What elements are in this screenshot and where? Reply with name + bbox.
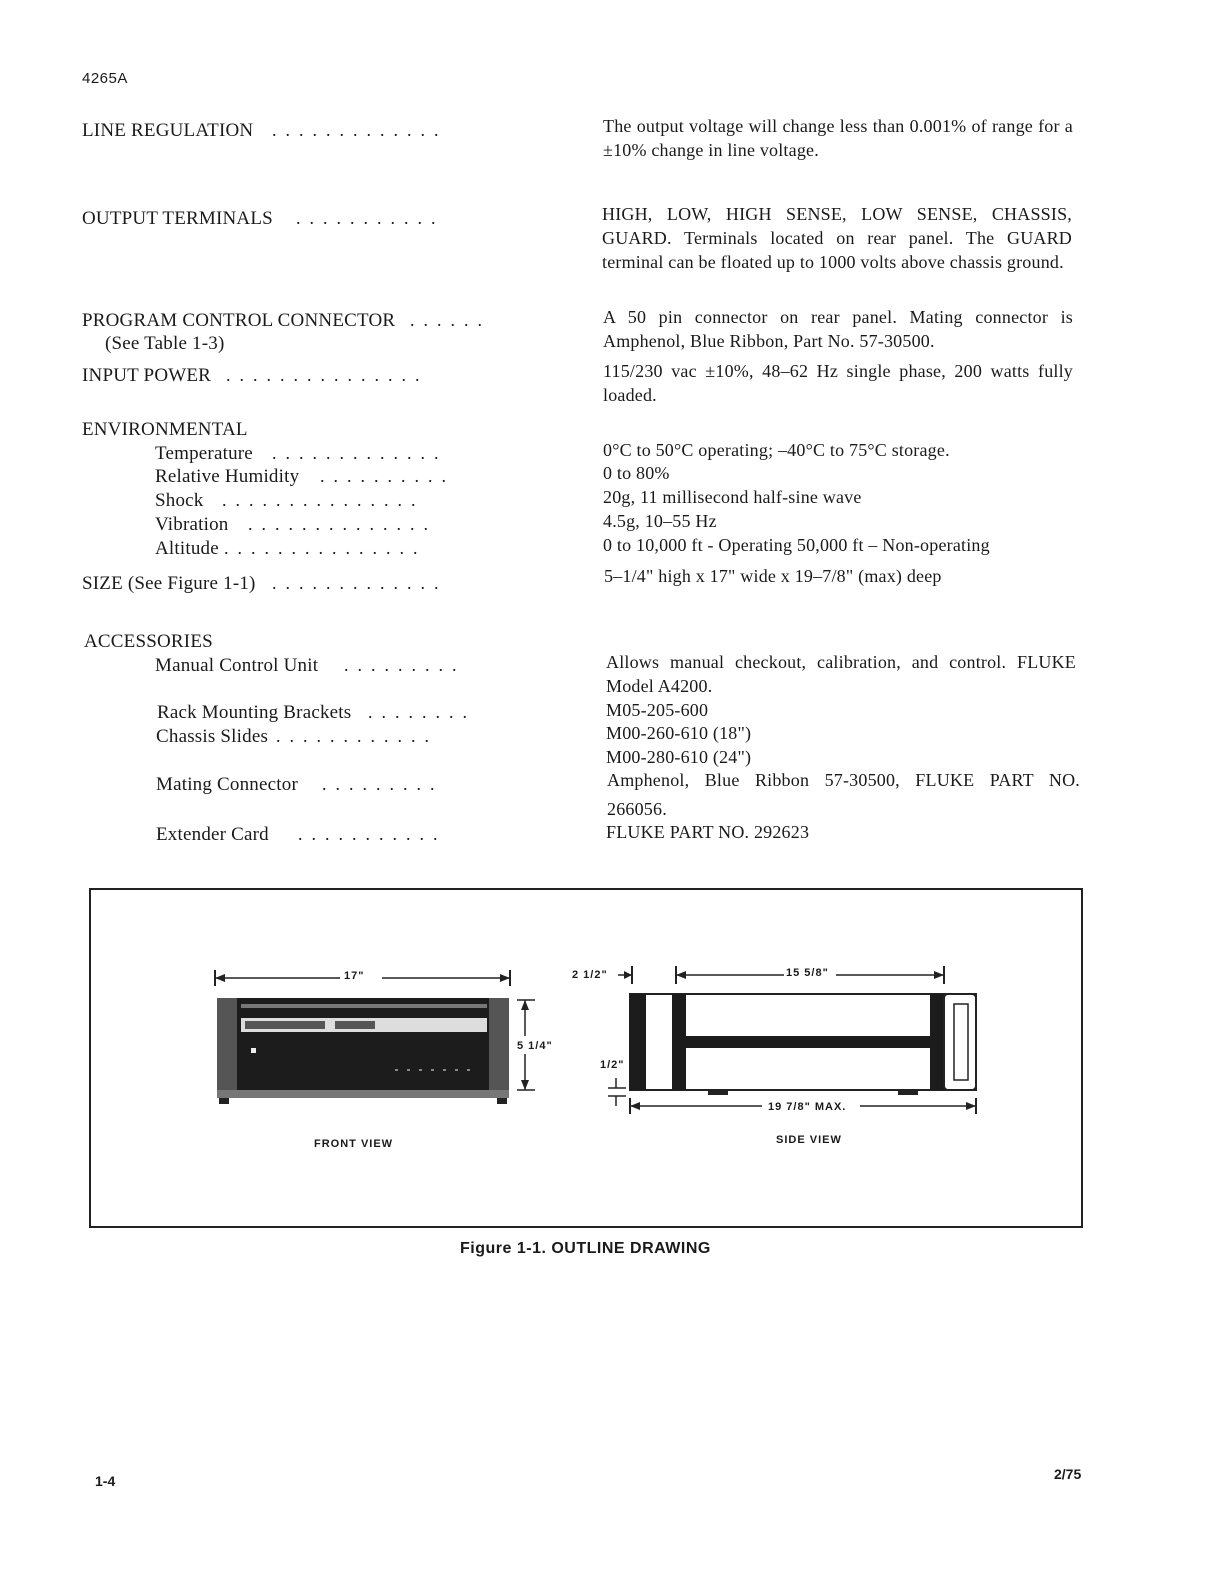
input-power-label: INPUT POWER [82,365,212,386]
width-dimension: 17" [344,970,365,982]
mating-connector-value: Amphenol, Blue Ribbon 57-30500, FLUKE PART NO. 266056. [607,770,1080,819]
rack-brackets-label: Rack Mounting Brackets [157,702,352,723]
chassis-slides-label: Chassis Slides [156,726,269,747]
front-view-drawing [205,960,585,1110]
leader-dots: ............... [222,490,425,510]
height-dimension: 5 1/4" [517,1040,553,1052]
line-regulation-label: LINE REGULATION [82,120,254,141]
accessories-label: ACCESSORIES [84,631,213,652]
front-depth-dimension: 2 1/2" [572,969,608,981]
program-control-value: A 50 pin connector on rear panel. Mating connector is Amphenol, Blue Ribbon, Part No. 57-30500. [603,307,1073,351]
document-id: 4265A [82,70,128,87]
extender-card-label: Extender Card [156,824,269,845]
leader-dots: .............. [248,514,437,534]
program-control-label: PROGRAM CONTROL CONNECTOR [82,310,396,331]
shock-label: Shock [155,490,204,511]
rack-brackets-value: M05-205-600 [606,700,709,720]
extender-card-value: FLUKE PART NO. 292623 [606,822,810,842]
shock-value: 20g, 11 millisecond half-sine wave [603,487,862,507]
foot-dimension: 1/2" [600,1059,625,1071]
leader-dots: ........... [298,824,447,844]
leader-dots: ............. [272,573,448,593]
environmental-label: ENVIRONMENTAL [82,419,248,440]
leader-dots: ............... [224,538,427,558]
revision-date: 2/75 [1054,1466,1082,1482]
page-number: 1-4 [95,1473,116,1489]
max-depth-dimension: 19 7/8" MAX. [768,1101,847,1113]
mating-connector-label: Mating Connector [156,774,298,795]
output-terminals-value: HIGH, LOW, HIGH SENSE, LOW SENSE, CHASSIS, GUARD. Terminals located on rear panel. The GUARD terminal can be floated up to 1000 volts above chassis ground. [602,204,1072,272]
vibration-value: 4.5g, 10–55 Hz [603,511,717,531]
temperature-label: Temperature [155,443,253,464]
leader-dots: ............... [226,365,429,385]
body-depth-dimension: 15 5/8" [786,967,829,979]
humidity-label: Relative Humidity [155,466,300,487]
chassis-slides-value-2: M00-280-610 (24") [606,747,752,767]
leader-dots: .......... [320,466,455,486]
leader-dots: ............. [272,443,448,463]
program-control-sublabel: (See Table 1-3) [105,333,225,354]
leader-dots: ...... [410,310,491,330]
front-view-label: FRONT VIEW [314,1138,394,1150]
side-view-label: SIDE VIEW [776,1134,842,1146]
temperature-value: 0°C to 50°C operating; –40°C to 75°C storage. [603,440,950,460]
output-terminals-label: OUTPUT TERMINALS [82,208,273,229]
altitude-value: 0 to 10,000 ft - Operating 50,000 ft – Non-operating [603,535,990,555]
leader-dots: ......... [322,774,444,794]
leader-dots: ............. [272,120,448,140]
size-value: 5–1/4" high x 17" wide x 19–7/8" (max) deep [604,566,942,586]
leader-dots: ............ [276,726,438,746]
leader-dots: ......... [344,655,466,675]
altitude-label: Altitude [155,538,219,559]
side-view-drawing [600,960,1000,1120]
leader-dots: ........... [296,208,445,228]
figure-caption: Figure 1-1. OUTLINE DRAWING [460,1240,711,1257]
input-power-value: 115/230 vac ±10%, 48–62 Hz single phase, 200 watts fully loaded. [603,361,1073,405]
size-label: SIZE (See Figure 1-1) [82,573,256,594]
manual-control-value: Allows manual checkout, calibration, and control. FLUKE Model A4200. [606,652,1076,696]
manual-control-label: Manual Control Unit [155,655,319,676]
humidity-value: 0 to 80% [603,463,670,483]
leader-dots: ........ [368,702,476,722]
vibration-label: Vibration [155,514,229,535]
line-regulation-value: The output voltage will change less than 0.001% of range for a ±10% change in line voltage. [603,116,1073,160]
chassis-slides-value-1: M00-260-610 (18") [606,723,752,743]
